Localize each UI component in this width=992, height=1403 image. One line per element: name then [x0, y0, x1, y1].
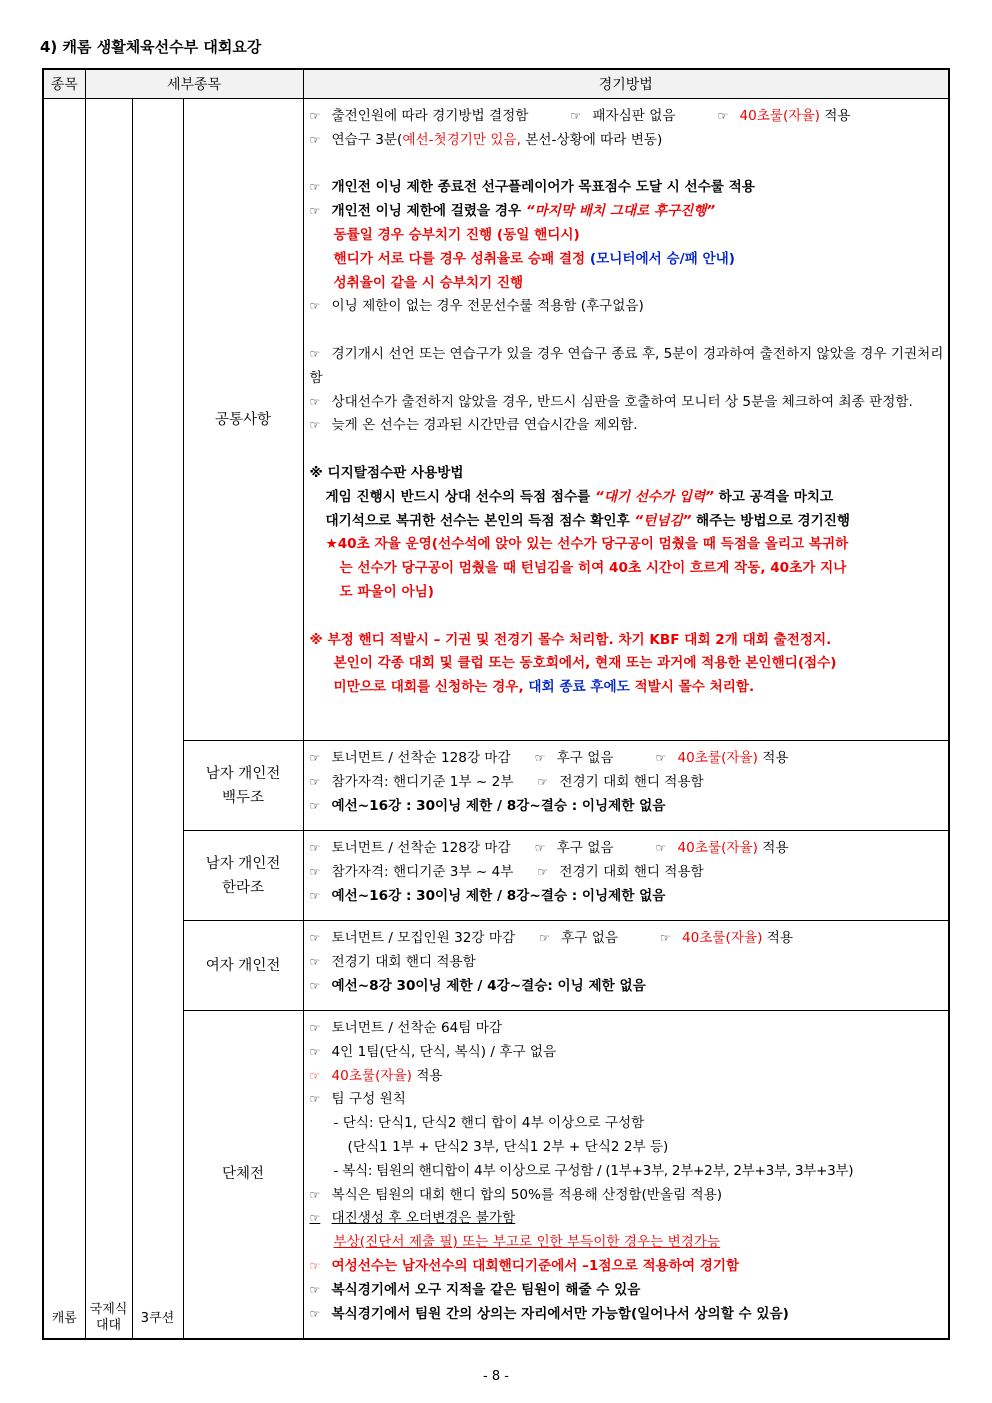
team-line-10: 부상(진단서 제출 필) 또는 부고로 인한 부득이한 경우는 변경가능 [333, 1234, 721, 1251]
team-line-11: ☞ 여성선수는 남자선수의 대회핸디기준에서 –1점으로 적용하여 경기함 [310, 1255, 945, 1279]
hand-pointer-icon: ☞ [309, 1306, 321, 1321]
hand-pointer-icon: ☞ [309, 864, 321, 879]
baekdu-line-3: ☞ 예선~16강 : 30이닝 제한 / 8강~결승 : 이닝제한 없음 [310, 795, 945, 819]
baekdu-line-2: ☞ 참가자격: 핸디기준 1부 ~ 2부 ☞ 전경기 대회 핸디 적용함 [310, 771, 945, 795]
team-line-13: ☞ 복식경기에서 팀원 간의 상의는 자리에서만 가능함(일어나서 상의할 수 있음) [310, 1303, 945, 1327]
common-line-7: 성취율이 같을 시 승부치기 진행 [333, 274, 524, 291]
common-line-14: 대기석으로 복귀한 선수는 본인의 득점 점수 확인후 “턴넘김” 해주는 방법으로 경기진행 [325, 512, 850, 529]
row-common [43, 99, 949, 741]
hand-pointer-icon: ☞ [534, 751, 546, 765]
hand-pointer-icon: ☞ [537, 774, 549, 789]
hand-pointer-icon: ☞ [534, 841, 546, 855]
cell-sport [43, 99, 85, 1339]
hand-pointer-icon: ☞ [309, 931, 321, 945]
common-line-16: 는 선수가 당구공이 멈췄을 때 턴넘김을 히여 40초 시간이 흐르게 작동, 40초가 지나 [339, 560, 847, 577]
common-line-1: ☞ 출전인원에 따라 경기방법 결정함 ☞ 패자심판 없음 ☞ 40초룰(자율) 적용 [310, 105, 945, 129]
common-line-19: 본인이 각종 대회 및 클럽 또는 동호회에서, 현재 또는 과거에 적용한 본인핸디(점수) [333, 655, 837, 672]
common-line-2: ☞ 연습구 3분(예선-첫경기만 있음, 본선-상황에 따라 변동) [310, 129, 945, 153]
common-line-4: ☞ 개인전 이닝 제한에 걸렸을 경우 “마지막 배치 그대로 후구진행” [310, 200, 945, 224]
common-line-10: ☞ 상대선수가 출전하지 않았을 경우, 반드시 심판을 호출하여 모니터 상 5분을 체크하여 최종 판정함. [310, 391, 945, 415]
section-heading: 4) 캐롬 생활체육선수부 대회요강 [40, 38, 262, 56]
hand-pointer-icon: ☞ [309, 346, 321, 361]
team-line-2: ☞ 4인 1팀(단식, 단식, 복식) / 후구 없음 [310, 1041, 945, 1065]
hand-pointer-icon: ☞ [309, 1211, 321, 1226]
hand-pointer-icon: ☞ [309, 109, 321, 123]
hand-pointer-icon: ☞ [309, 1044, 321, 1059]
common-line-13: 게임 진행시 반드시 상대 선수의 득점 점수를 “대기 선수가 입력” 하고 공격을 마치고 [325, 488, 834, 505]
hand-pointer-icon: ☞ [537, 864, 549, 879]
team-line-5: - 단식: 단식1, 단식2 핸디 합이 4부 이상으로 구성함 [333, 1115, 645, 1132]
team-line-7: - 복식: 팀원의 핸디합이 4부 이상으로 구성함 / (1부+3부, 2부+2부, 2부+3부, 3부+3부) [333, 1162, 854, 1179]
hand-pointer-icon: ☞ [309, 751, 321, 765]
hand-pointer-icon: ☞ [309, 1068, 321, 1083]
hand-pointer-icon: ☞ [309, 418, 321, 433]
cell-common-label [183, 99, 303, 741]
women-line-2: ☞ 전경기 대회 핸디 적용함 [310, 951, 945, 975]
halla-line-2: ☞ 참가자격: 핸디기준 3부 ~ 4부 ☞ 전경기 대회 핸디 적용함 [310, 861, 945, 885]
common-label: 공통사항 [215, 411, 272, 428]
hand-pointer-icon: ☞ [309, 1092, 321, 1107]
scoreboard-heading: ※ 디지탈점수판 사용방법 [309, 464, 464, 481]
common-line-3: ☞ 개인전 이닝 제한 종료전 선구플레이어가 목표점수 도달 시 선수룰 적용 [310, 176, 945, 200]
cell-men-baekdu-content [303, 741, 949, 831]
page-number: - 8 - [483, 1369, 509, 1384]
cell-team-label: 단체전 [183, 1011, 303, 1339]
baekdu-line-1: ☞ 토너먼트 / 선착순 128강 마감 ☞ 후구 없음 ☞ 40초룰(자율) 적용 [310, 747, 945, 771]
sport-label: 캐롬 [51, 1310, 77, 1326]
hand-pointer-icon: ☞ [660, 931, 671, 945]
hand-pointer-icon: ☞ [309, 841, 321, 855]
common-line-9: ☞ 경기개시 선언 또는 연습구가 있을 경우 연습구 종료 후, 5분이 경과하여 출전하지 않았을 경우 기권처리함 [310, 343, 945, 391]
common-line-8: ☞ 이닝 제한이 없는 경우 전문선수룰 적용함 (후구없음) [310, 295, 945, 319]
cell-men-halla-label: 남자 개인전 한라조 [183, 831, 303, 921]
header-sub-event: 세부종목 [85, 69, 303, 99]
common-line-11: ☞ 늦게 온 선수는 경과된 시간만큼 연습시간을 제외함. [310, 414, 945, 438]
halla-line-3: ☞ 예선~16강 : 30이닝 제한 / 8강~결승 : 이닝제한 없음 [310, 885, 945, 909]
cell-cushion [132, 99, 183, 1339]
hand-pointer-icon: ☞ [309, 1021, 321, 1035]
cell-division [85, 99, 132, 1339]
team-line-3: ☞ 40초룰(자율) 적용 [310, 1065, 945, 1089]
common-line-15: ★40초 자율 운영(선수석에 앉아 있는 선수가 당구공이 멈췄을 때 득점을 올리고 복귀하 [325, 536, 849, 553]
team-line-8: ☞ 복식은 팀원의 대회 핸디 합의 50%를 적용해 산정함(반올림 적용) [310, 1184, 945, 1208]
cell-men-baekdu-label: 남자 개인전 백두조 [183, 741, 303, 831]
hand-pointer-icon: ☞ [539, 931, 550, 945]
cell-common-content [303, 99, 949, 741]
hand-pointer-icon: ☞ [309, 1282, 321, 1297]
team-line-1: ☞ 토너먼트 / 선착순 64팀 마감 [310, 1017, 945, 1041]
hand-pointer-icon: ☞ [309, 888, 321, 903]
cell-team-content [303, 1011, 949, 1339]
hand-pointer-icon: ☞ [309, 798, 321, 813]
hand-pointer-icon: ☞ [309, 180, 321, 195]
cushion-label: 3쿠션 [140, 1310, 175, 1326]
hand-pointer-icon: ☞ [570, 109, 582, 123]
hand-pointer-icon: ☞ [309, 132, 321, 147]
hand-pointer-icon: ☞ [309, 978, 321, 993]
cell-men-halla-content [303, 831, 949, 921]
common-line-18: ※ 부정 핸디 적발시 – 기권 및 전경기 몰수 처리함. 차기 KBF 대회 2개 대회 출전정지. [309, 631, 832, 648]
hand-pointer-icon: ☞ [309, 204, 321, 219]
hand-pointer-icon: ☞ [309, 954, 321, 969]
common-line-17: 도 파울이 아님) [339, 583, 434, 600]
women-line-3: ☞ 예선~8강 30이닝 제한 / 4강~결승: 이닝 제한 없음 [310, 975, 945, 999]
common-line-20: 미만으로 대회를 신청하는 경우, 대회 종료 후에도 적발시 몰수 처리함. [333, 679, 755, 696]
team-line-4: ☞ 팀 구성 원칙 [310, 1088, 945, 1112]
common-line-6: 핸디가 서로 다를 경우 성취율로 승패 결정 (모니터에서 승/패 안내) [333, 250, 735, 267]
competition-table [42, 68, 950, 1340]
hand-pointer-icon: ☞ [309, 299, 321, 314]
hand-pointer-icon: ☞ [309, 1187, 321, 1202]
cell-women-content [303, 921, 949, 1011]
hand-pointer-icon: ☞ [309, 1258, 321, 1273]
hand-pointer-icon: ☞ [655, 841, 667, 855]
header-row [43, 69, 949, 99]
hand-pointer-icon: ☞ [309, 774, 321, 789]
hand-pointer-icon: ☞ [309, 394, 321, 409]
team-line-6: (단식1 1부 + 단식2 3부, 단식1 2부 + 단식2 2부 등) [347, 1138, 669, 1155]
team-line-12: ☞ 복식경기에서 오구 지적을 같은 팀원이 해줄 수 있음 [310, 1279, 945, 1303]
division-label: 국제식 대대 [89, 1301, 128, 1333]
hand-pointer-icon: ☞ [717, 109, 729, 123]
team-line-9: ☞ 대진생성 후 오더변경은 불가함 [310, 1207, 945, 1231]
hand-pointer-icon: ☞ [655, 751, 667, 765]
header-method: 경기방법 [303, 69, 949, 99]
women-line-1: ☞ 토너먼트 / 모집인원 32강 마감 ☞ 후구 없음 ☞ 40초룰(자율) 적용 [310, 927, 945, 951]
common-line-5: 동률일 경우 승부치기 진행 (동일 핸디시) [333, 226, 580, 243]
header-sport: 종목 [43, 69, 85, 99]
cell-women-label: 여자 개인전 [183, 921, 303, 1011]
halla-line-1: ☞ 토너먼트 / 선착순 128강 마감 ☞ 후구 없음 ☞ 40초룰(자율) 적용 [310, 837, 945, 861]
